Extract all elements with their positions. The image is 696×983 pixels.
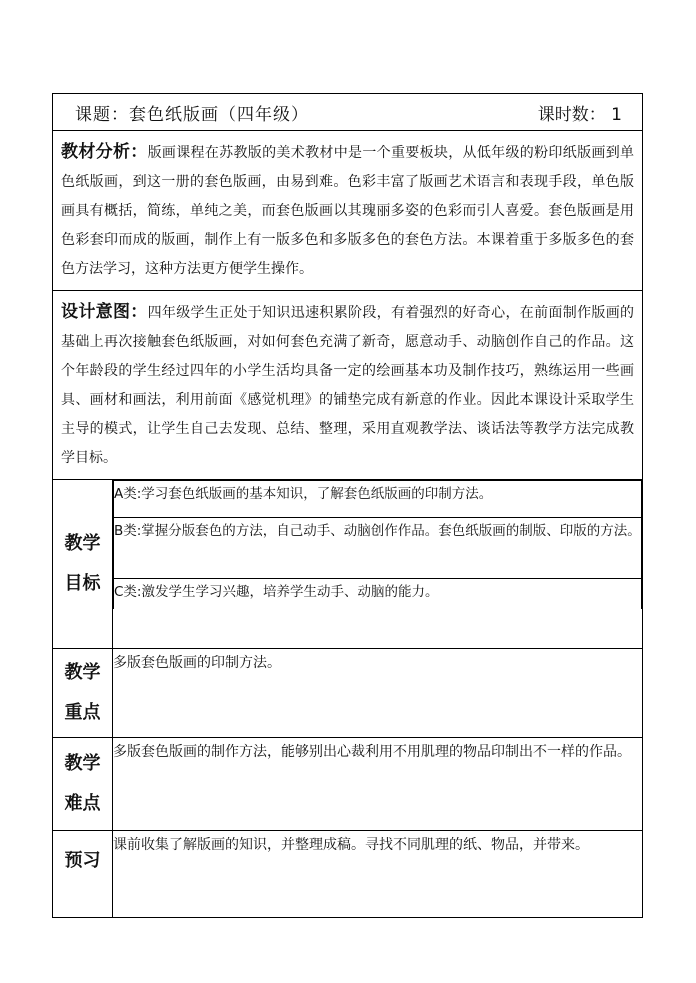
difficulty-label-line2: 难点 <box>64 793 101 814</box>
goals-list <box>113 480 642 609</box>
preview-row <box>53 831 643 918</box>
analysis-label: 教材分析： <box>61 142 148 162</box>
analysis-text: 版画课程在苏教版的美术教材中是一个重要板块，从低年级的粉印纸版画到单色纸版画，到这一册的套色版画，由易到难。色彩丰富了版画艺术语言和表现手段，单色版画具有概括，简练，单纯之美，而套色版画以其瑰丽多姿的色彩而引人喜爱。套色版画是用色彩套印而成的版画，制作上有一版多色和多版多色的套色方法。本课着重于多版多色的套色方法学习，这种方法更方便学生操作。 <box>61 145 635 277</box>
preview-text: 课前收集了解版画的知识，并整理成稿。寻找不同肌理的纸、物品，并带来。 <box>113 831 643 918</box>
keypoint-label-line1: 教学 <box>64 662 101 683</box>
intent-section <box>53 291 642 479</box>
keypoint-text: 多版套色版画的印制方法。 <box>113 649 643 738</box>
difficulty-row <box>53 738 643 831</box>
class-hours: 课时数： 1 <box>537 105 622 125</box>
lesson-title: 课题：套色纸版画（四年级） <box>75 105 309 125</box>
analysis-section <box>53 131 642 290</box>
analysis-row <box>53 131 643 291</box>
keypoint-row <box>53 649 643 738</box>
lesson-plan-document <box>52 93 642 918</box>
goal-c: C类:激发学生学习兴趣，培养学生动手、动脑的能力。 <box>114 579 642 610</box>
goal-b: B类:掌握分版套色的方法，自己动手、动脑创作作品。套色纸版画的制版、印版的方法。 <box>114 518 642 579</box>
preview-label: 预习 <box>64 850 101 871</box>
intent-label: 设计意图： <box>61 302 148 322</box>
difficulty-label-line1: 教学 <box>64 753 101 774</box>
goals-row <box>53 480 643 649</box>
header-row <box>53 94 643 131</box>
intent-text: 四年级学生正处于知识迅速积累阶段，有着强烈的好奇心，在前面制作版画的基础上再次接触套色纸版画，对如何套色充满了新奇，愿意动手、动脑创作自己的作品。这个年龄段的学生经过四年的小学生活均具备一定的绘画基本功及制作技巧，熟练运用一些画具、画材和画法，利用前面《感觉机理》的铺垫完成有新意的作业。因此本课设计采取学生主导的模式，让学生自己去发现、总结、整理，采用直观教学法、谈话法等教学方法完成教学目标。 <box>61 305 635 466</box>
goals-label-line1: 教学 <box>64 533 101 554</box>
goals-label-line2: 目标 <box>64 573 101 594</box>
lesson-plan-table <box>52 93 643 918</box>
difficulty-text: 多版套色版画的制作方法，能够别出心裁利用不用肌理的物品印制出不一样的作品。 <box>113 738 643 831</box>
keypoint-label-line2: 重点 <box>64 702 101 723</box>
goal-a: A类:学习套色纸版画的基本知识，了解套色纸版画的印制方法。 <box>114 481 642 518</box>
intent-row <box>53 291 643 480</box>
